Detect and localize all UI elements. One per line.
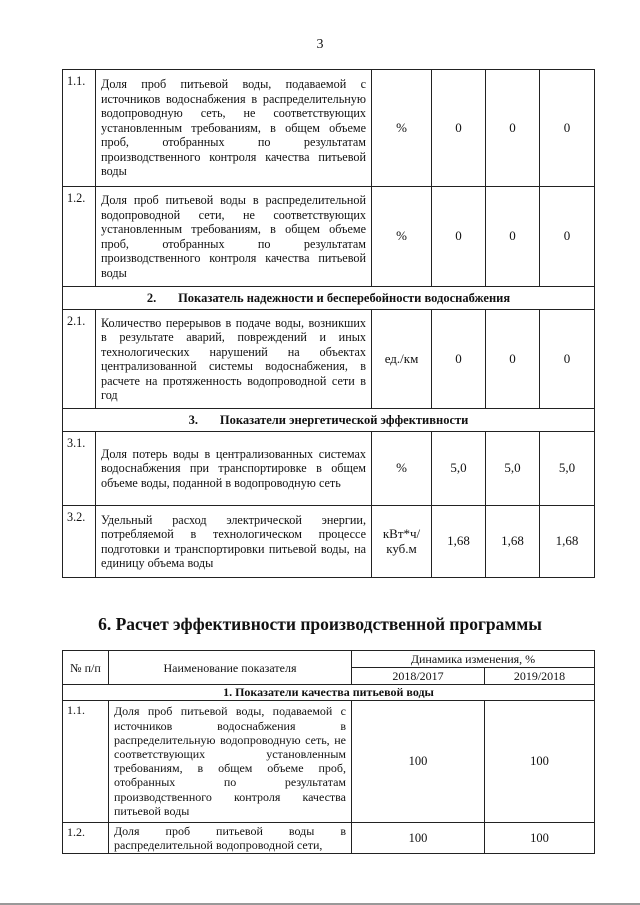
column-header-period: 2018/2017 xyxy=(352,668,485,685)
column-header-name: Наименование показателя xyxy=(109,651,352,685)
value-cell: 0 xyxy=(540,70,595,187)
table-row xyxy=(63,432,595,506)
value-cell: 5,0 xyxy=(540,432,595,506)
table-row xyxy=(63,310,595,409)
column-header-dynamics: Динамика изменения, % xyxy=(352,651,595,668)
row-number: 2.1. xyxy=(63,310,96,409)
value-cell: 1,68 xyxy=(432,506,486,578)
value-cell: 0 xyxy=(540,310,595,409)
value-cell: 0 xyxy=(486,310,540,409)
page-number: 3 xyxy=(316,37,324,52)
value-cell: 5,0 xyxy=(486,432,540,506)
indicators-table xyxy=(62,69,595,578)
indicator-name: Доля проб питьевой воды в распределительной водопроводной сети, не соответствующих установленным требованиям, в общем объеме проб, отобранных по результатам производственного контроля качества питьевой воды xyxy=(96,187,372,287)
value-cell: 0 xyxy=(486,70,540,187)
indicator-name: Доля потерь воды в централизованных системах водоснабжения при транспортировке в общем объеме воды, поданной в водопроводную сеть xyxy=(96,432,372,506)
section-header-row xyxy=(63,685,595,700)
section-header-row xyxy=(63,409,595,432)
section-title: 2. Показатель надежности и бесперебойности водоснабжения xyxy=(63,287,595,310)
value-cell: 100 xyxy=(352,700,485,822)
table-row xyxy=(63,700,595,822)
row-number: 1.1. xyxy=(63,700,109,822)
value-cell: 0 xyxy=(540,187,595,287)
unit-cell: % xyxy=(372,187,432,287)
unit-cell: % xyxy=(372,432,432,506)
row-number: 1.1. xyxy=(63,70,96,187)
value-cell: 5,0 xyxy=(432,432,486,506)
indicator-name: Доля проб питьевой воды в распределительной водопроводной сети, xyxy=(109,822,352,853)
value-cell: 0 xyxy=(432,70,486,187)
row-number: 1.2. xyxy=(63,822,109,853)
table-row xyxy=(63,822,595,853)
row-number: 3.2. xyxy=(63,506,96,578)
indicator-name: Удельный расход электрической энергии, потребляемой в технологическом процессе подготовки и транспортировки питьевой воды, на единицу объема воды xyxy=(96,506,372,578)
value-cell: 0 xyxy=(486,187,540,287)
value-cell: 0 xyxy=(432,310,486,409)
value-cell: 100 xyxy=(352,822,485,853)
efficiency-table xyxy=(62,650,595,854)
value-cell: 1,68 xyxy=(486,506,540,578)
table-row xyxy=(63,506,595,578)
table-row xyxy=(63,70,595,187)
section-header-row xyxy=(63,287,595,310)
section-title: 3. Показатели энергетической эффективности xyxy=(63,409,595,432)
value-cell: 0 xyxy=(432,187,486,287)
value-cell: 100 xyxy=(485,822,595,853)
column-header-number: № п/п xyxy=(63,651,109,685)
value-cell: 1,68 xyxy=(540,506,595,578)
indicator-name: Доля проб питьевой воды, подаваемой с источников водоснабжения в распределительную водопроводную сеть, не соответствующих установленным требованиям, в общем объеме проб, отобранных по результатам производственного контроля качества питьевой воды xyxy=(109,700,352,822)
value-cell: 100 xyxy=(485,700,595,822)
unit-cell: % xyxy=(372,70,432,187)
indicator-name: Доля проб питьевой воды, подаваемой с источников водоснабжения в распределительную водопроводную сеть, не соответствующих установленным требованиям, в общем объеме проб, отобранных по результатам производственного контроля качества питьевой воды xyxy=(96,70,372,187)
section-title: 1. Показатели качества питьевой воды xyxy=(63,685,595,700)
row-number: 1.2. xyxy=(63,187,96,287)
table-row xyxy=(63,187,595,287)
unit-cell: кВт*ч/ куб.м xyxy=(372,506,432,578)
unit-cell: ед./км xyxy=(372,310,432,409)
row-number: 3.1. xyxy=(63,432,96,506)
column-header-period: 2019/2018 xyxy=(485,668,595,685)
indicator-name: Количество перерывов в подаче воды, возникших в результате аварий, повреждений и иных технологических нарушений на объектах централизованной системы водоснабжения, в расчете на протяженность водопроводной сети в год xyxy=(96,310,372,409)
table-header-row xyxy=(63,651,595,668)
section-heading: 6. Расчет эффективности производственной программы xyxy=(98,614,542,634)
